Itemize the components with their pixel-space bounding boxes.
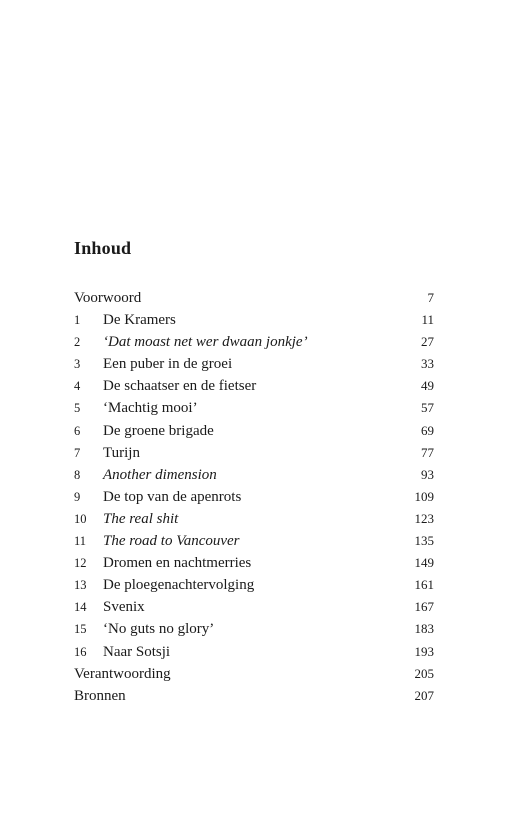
toc-entry-page-number: 77	[421, 444, 434, 460]
toc-entry	[74, 375, 434, 397]
toc-entry	[74, 464, 434, 486]
toc-entry-page-number: 11	[421, 312, 434, 328]
toc-entry-number: 11	[74, 534, 87, 549]
toc-entry-page-number: 193	[414, 643, 434, 659]
toc-entry-number: 3	[74, 357, 81, 372]
toc-entry-page-number: 109	[414, 488, 434, 504]
toc-entry-page-number: 167	[414, 599, 434, 615]
toc-entry	[74, 574, 434, 596]
toc-entry-page-number: 183	[414, 621, 434, 637]
toc-entry-title: ‘No guts no glory’	[103, 621, 215, 638]
toc-entry-title: Svenix	[103, 599, 145, 616]
toc-entry-page-number: 69	[421, 422, 434, 438]
toc-entry	[74, 420, 434, 442]
toc-entry	[74, 552, 434, 574]
toc-entry-number: 9	[74, 489, 81, 504]
toc-entry-title: De Kramers	[103, 312, 176, 329]
toc-entry-number: 10	[74, 511, 87, 526]
toc-entry-page-number: 123	[414, 510, 434, 526]
toc-entry-title: The road to Vancouver	[103, 533, 240, 550]
toc-entry	[74, 287, 434, 309]
toc-entry-title: Voorwoord	[74, 290, 142, 306]
toc-entry	[74, 309, 434, 331]
toc-entry-title: De ploegenachtervolging	[103, 577, 255, 594]
toc-entry	[74, 663, 434, 685]
toc-entry-page-number: 93	[421, 466, 434, 482]
toc-entry	[74, 641, 434, 663]
toc-entry-number: 5	[74, 401, 81, 416]
toc-entry-title: Verantwoording	[74, 665, 171, 682]
toc-list	[74, 287, 434, 707]
toc-entry	[74, 486, 434, 508]
toc-entry	[74, 353, 434, 375]
toc-entry-title: Another dimension	[103, 466, 217, 483]
toc-entry-page-number: 207	[414, 687, 434, 703]
toc-entry-number: 12	[74, 556, 87, 571]
toc-entry-number: 1	[74, 313, 81, 328]
toc-entry-page-number: 135	[414, 533, 434, 549]
toc-entry-number: 14	[74, 600, 87, 615]
toc-entry-number: 6	[74, 423, 81, 438]
toc-entry-title: The real shit	[103, 510, 179, 527]
toc-entry-number: 13	[74, 578, 87, 593]
toc-entry-number: 15	[74, 622, 87, 637]
toc-entry-number: 8	[74, 467, 81, 482]
toc-entry-page-number: 149	[414, 555, 434, 571]
toc-entry	[74, 530, 434, 552]
toc-entry-title: Turijn	[103, 444, 140, 461]
toc-entry-title: Bronnen	[74, 687, 126, 704]
toc-entry-page-number: 57	[421, 400, 434, 416]
toc-entry-title: Naar Sotsji	[103, 643, 171, 660]
toc-entry-title: ‘Dat moast net wer dwaan jonkje’	[103, 334, 308, 351]
toc-entry-title: De schaatser en de fietser	[103, 378, 257, 395]
toc-entry-number: 4	[74, 379, 81, 394]
toc-entry-page-number: 205	[414, 665, 434, 681]
toc-entry-title: De groene brigade	[103, 422, 214, 439]
toc-entry	[74, 508, 434, 530]
toc-entry	[74, 331, 434, 353]
toc-entry-number: 2	[74, 335, 81, 350]
toc-entry-title: Dromen en nachtmerries	[103, 555, 252, 572]
toc-entry-page-number: 7	[427, 290, 434, 305]
toc-entry	[74, 442, 434, 464]
toc-entry-title: De top van de apenrots	[103, 488, 242, 505]
toc-entry-number: 16	[74, 644, 87, 659]
toc-entry	[74, 397, 434, 419]
toc-entry-page-number: 33	[421, 356, 434, 372]
toc-entry-page-number: 49	[421, 378, 434, 394]
toc-entry-title: ‘Machtig mooi’	[103, 400, 198, 417]
toc-entry-title: Een puber in de groei	[103, 356, 233, 373]
toc-entry-page-number: 161	[414, 577, 434, 593]
toc-entry-number: 7	[74, 445, 81, 460]
toc-entry-page-number: 27	[421, 334, 434, 350]
toc-entry	[74, 596, 434, 618]
toc-entry	[74, 685, 434, 707]
toc-entry	[74, 618, 434, 640]
toc-heading: Inhoud	[74, 238, 132, 258]
